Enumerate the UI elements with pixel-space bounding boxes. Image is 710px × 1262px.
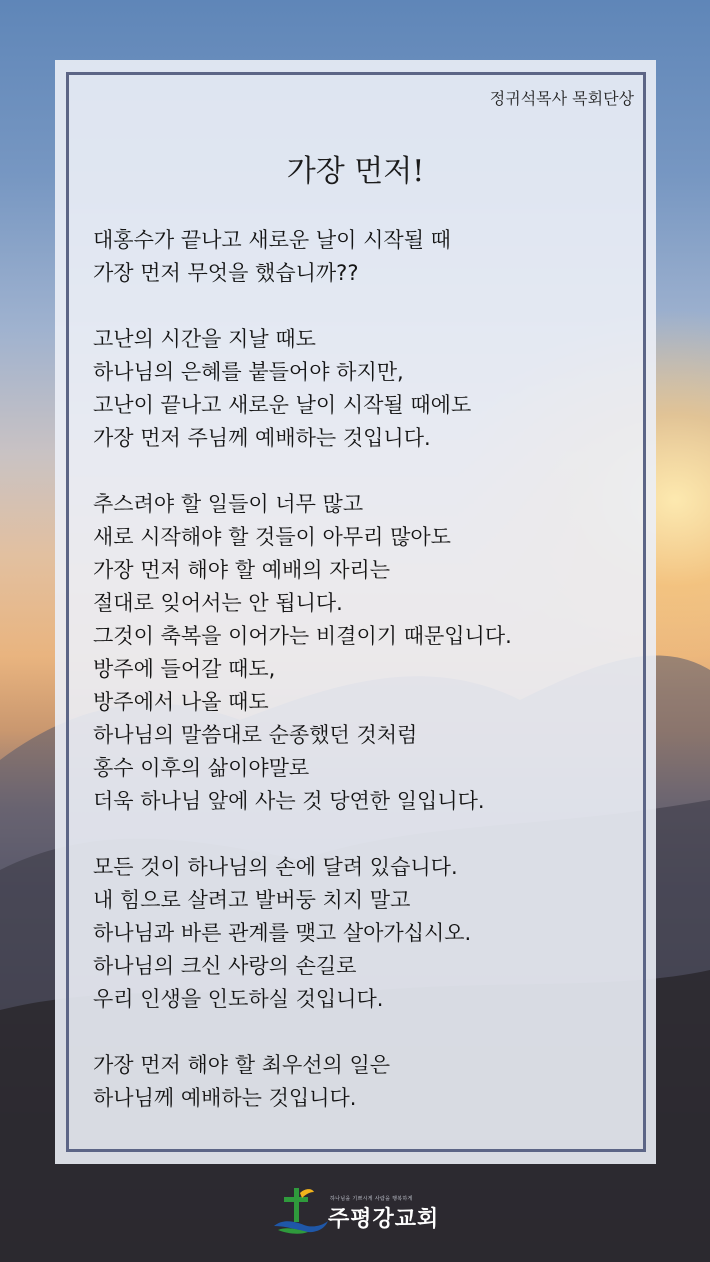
stanza <box>93 488 633 818</box>
poem-line: 가장 먼저 무엇을 했습니까?? <box>93 261 359 285</box>
church-slogan: 하나님을 기쁘시게 사람을 행복하게 <box>330 1196 413 1202</box>
stanza <box>93 1049 633 1115</box>
poem-panel <box>55 60 656 1164</box>
poem-line: 하나님의 은혜를 붙들어야 하지만, <box>93 360 404 384</box>
poem-body <box>93 224 633 1115</box>
poem-line: 우리 인생을 인도하실 것입니다. <box>93 987 384 1011</box>
poem-line: 추스려야 할 일들이 너무 많고 <box>93 492 364 516</box>
poem-line: 그것이 축복을 이어가는 비결이기 때문입니다. <box>93 624 512 648</box>
poem-line: 더욱 하나님 앞에 사는 것 당연한 일입니다. <box>93 789 485 813</box>
poem-line: 절대로 잊어서는 안 됩니다. <box>93 591 343 615</box>
poem-line: 대홍수가 끝나고 새로운 날이 시작될 때 <box>93 228 451 252</box>
poem-line: 하나님과 바른 관계를 맺고 살아가십시오. <box>93 921 472 945</box>
poem-line: 방주에 들어갈 때도, <box>93 657 276 681</box>
stanza <box>93 323 633 455</box>
stanza <box>93 851 633 1016</box>
poem-line: 하나님의 말씀대로 순종했던 것처럼 <box>93 723 418 747</box>
poem-line: 새로 시작해야 할 것들이 아무리 많아도 <box>93 525 451 549</box>
poem-line: 모든 것이 하나님의 손에 달려 있습니다. <box>93 855 458 879</box>
poem-line: 고난의 시간을 지날 때도 <box>93 327 316 351</box>
poem-line: 하나님께 예배하는 것입니다. <box>93 1086 357 1110</box>
poem-line: 방주에서 나올 때도 <box>93 690 269 714</box>
cross-dove-logo-icon <box>270 1186 332 1236</box>
author-credit: 정귀석목사 목회단상 <box>489 89 634 108</box>
poem-line: 하나님의 크신 사랑의 손길로 <box>93 954 357 978</box>
poem-line: 고난이 끝나고 새로운 날이 시작될 때에도 <box>93 393 472 417</box>
church-name: 주평강교회 <box>328 1207 440 1232</box>
poem-line: 가장 먼저 해야 할 최우선의 일은 <box>93 1053 391 1077</box>
poem-line: 내 힘으로 살려고 발버둥 치지 말고 <box>93 888 411 912</box>
poem-line: 가장 먼저 주님께 예배하는 것입니다. <box>93 426 431 450</box>
poem-line: 가장 먼저 해야 할 예배의 자리는 <box>93 558 391 582</box>
poem-title: 가장 먼저! <box>286 154 425 189</box>
church-logo <box>270 1186 470 1236</box>
stanza <box>93 224 633 290</box>
poem-line: 홍수 이후의 삶이야말로 <box>93 756 310 780</box>
